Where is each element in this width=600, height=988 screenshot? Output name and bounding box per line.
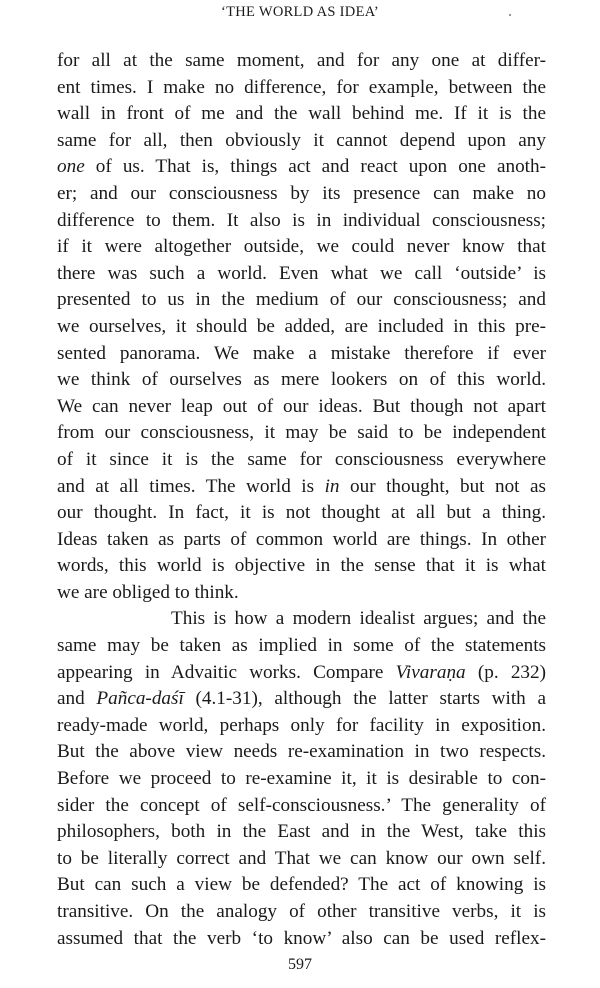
text-line [57,633,546,660]
text-segment: assumed that the verb ‘to know’ also can be used reflex- [57,927,546,949]
text-segment: our thought, but not as [339,475,546,497]
text-segment: er; and our consciousness by its presence can make no [57,182,546,204]
text-line [57,527,546,554]
text-segment: sented panorama. We make a mistake therefore if ever [57,342,546,364]
text-segment: appearing in Advaitic works. Compare [57,661,396,683]
text-segment: difference to them. It also is in individual consciousness; [57,209,546,231]
page-number: 597 [288,956,312,973]
text-segment: This is how a modern idealist argues; and the [171,608,546,630]
text-line [57,660,546,687]
text-line [57,872,546,899]
scan-speck [509,14,511,16]
text-line [57,394,546,421]
text-line [57,553,546,580]
text-segment: we ourselves, it should be added, are included in this pre- [57,315,546,337]
text-line [57,500,546,527]
text-line [57,926,546,953]
text-segment: wall in front of me and the wall behind me. If it is the [57,103,546,125]
italic-text: one [57,156,85,178]
text-segment: philosophers, both in the East and in the West, take this [57,821,546,843]
text-segment: (p. 232) [465,661,547,683]
text-line [57,420,546,447]
text-segment: and at all times. The world is [57,475,325,497]
text-line [57,606,546,633]
text-line [57,766,546,793]
text-line [57,154,546,181]
text-segment: of it since it is the same for consciousness everywhere [57,448,546,470]
text-segment: ent times. I make no difference, for example, between the [57,76,546,98]
page-body-text [57,48,546,952]
text-line [57,181,546,208]
text-segment: our thought. In fact, it is not thought at all but a thing. [57,502,546,524]
text-segment: Before we proceed to re-examine it, it is desirable to con- [57,768,546,790]
text-line [57,75,546,102]
italic-text: Vivaraṇa [395,661,466,683]
text-segment: if it were altogether outside, we could never know that [57,236,546,258]
text-line [57,367,546,394]
text-line [57,128,546,155]
text-line [57,474,546,501]
text-line [57,314,546,341]
text-line [57,686,546,713]
text-segment: (4.1-31), although the latter starts with a [183,688,546,710]
italic-text: Pañca-daśī [96,688,184,710]
text-line [57,287,546,314]
text-line [57,739,546,766]
text-segment: But can such a view be defended? The act of knowing is [57,874,546,896]
text-segment: But the above view needs re-examination in two respects. [57,741,546,763]
text-line [57,447,546,474]
text-line [57,208,546,235]
text-line [57,101,546,128]
text-segment: Ideas taken as parts of common world are things. In other [57,528,546,550]
text-segment: and [57,688,97,710]
text-line [57,793,546,820]
text-segment: to be literally correct and That we can know our own self. [57,847,546,869]
text-segment: for all at the same moment, and for any one at differ- [57,50,546,71]
text-segment: We can never leap out of our ideas. But though not apart [57,395,546,417]
text-segment: sider the concept of self-consciousness.’ The generality of [57,794,546,816]
text-segment: transitive. On the analogy of other transitive verbs, it is [57,901,546,922]
italic-text: in [324,475,340,497]
text-segment: of us. That is, things act and react upon one anoth- [84,156,546,178]
text-line [57,234,546,261]
text-segment: we think of ourselves as mere lookers on of this world. [57,369,546,391]
text-line [57,261,546,288]
text-line [57,846,546,873]
text-segment: there was such a world. Even what we call ‘outside’ is [57,262,546,284]
text-segment: from our consciousness, it may be said to be independent [57,422,546,444]
text-line [57,48,546,75]
text-segment: same for all, then obviously it cannot depend upon any [57,129,546,151]
text-line [57,580,546,607]
text-line [57,713,546,740]
text-line [57,899,546,926]
text-segment: we are obliged to think. [57,581,239,603]
text-segment: ready-made world, perhaps only for facility in exposition. [57,714,546,736]
text-segment: presented to us in the medium of our consciousness; and [57,289,546,311]
text-segment: words, this world is objective in the sense that it is what [57,555,546,577]
text-segment: same may be taken as implied in some of the statements [57,635,546,657]
running-header: ‘THE WORLD AS IDEA’ [220,4,380,20]
text-line [57,819,546,846]
text-line [57,341,546,368]
